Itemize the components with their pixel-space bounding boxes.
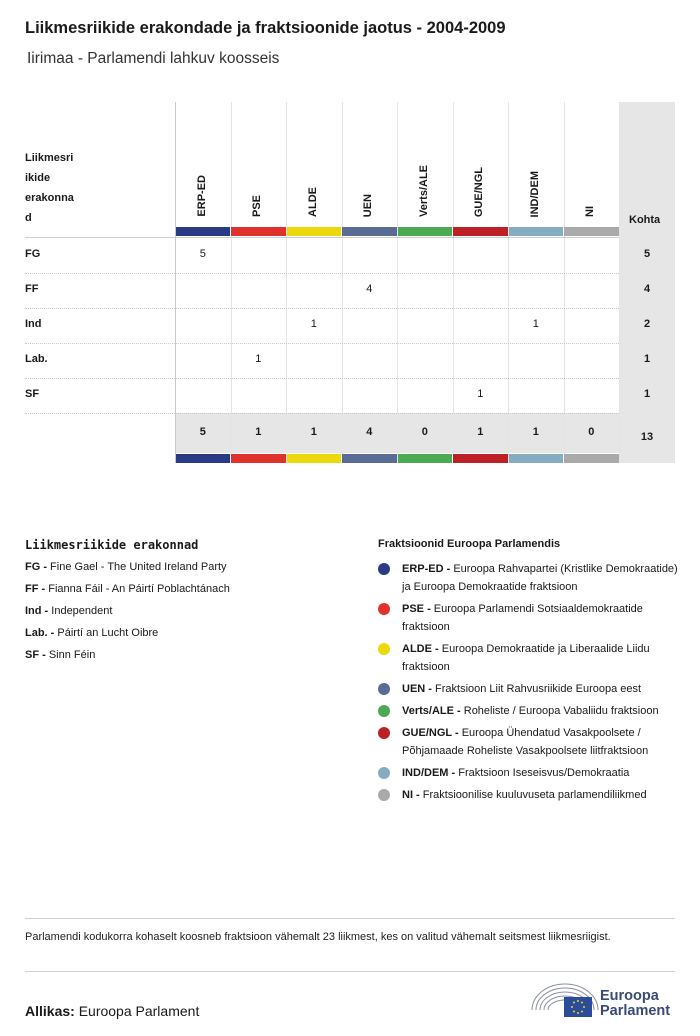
group-legend-item — [378, 786, 678, 804]
group-name: Roheliste / Euroopa Vabaliidu fraktsioon — [460, 705, 659, 717]
group-name: Euroopa Demokraatide ja Liberaalide Liidu fraktsioon — [402, 643, 650, 673]
table-cell: 1 — [255, 353, 262, 365]
group-name: Euroopa Ühendatud Vasakpoolsete / Põhjamaade Roheliste Vasakpoolsete liitfraktsioon — [402, 727, 649, 757]
divider — [25, 918, 675, 919]
column-total: 1 — [255, 426, 262, 438]
group-abbr: UEN - — [402, 683, 432, 695]
column-total: 1 — [532, 426, 539, 438]
party-legend-item — [25, 605, 345, 627]
column-separator — [231, 102, 232, 463]
row-label: SF — [25, 388, 40, 400]
page-subtitle: Iirimaa - Parlamendi lahkuv koosseis — [27, 50, 280, 67]
group-header-ni: NI — [584, 206, 597, 217]
group-header-erp-ed: ERP-ED — [195, 175, 208, 217]
column-total: 1 — [310, 426, 317, 438]
column-total: 1 — [477, 426, 484, 438]
group-color-bar — [231, 454, 286, 463]
party-abbr: Lab. - — [25, 627, 55, 639]
color-dot-icon — [378, 643, 390, 655]
group-color-bar — [453, 454, 508, 463]
row-total: 1 — [643, 388, 651, 400]
row-total: 2 — [643, 318, 651, 330]
column-separator — [508, 102, 509, 463]
group-abbr: ALDE - — [402, 643, 439, 655]
party-legend-title: Liikmesriikide erakonnad — [25, 538, 199, 552]
party-abbr: FF - — [25, 583, 46, 595]
group-name: Fraktsioon Iseseisvus/Demokraatia — [455, 767, 630, 779]
row-total: 1 — [643, 353, 651, 365]
group-legend-item — [378, 764, 678, 782]
total-column-header: Kohta — [629, 214, 661, 226]
source-label: Allikas: — [25, 1003, 75, 1019]
color-dot-icon — [378, 683, 390, 695]
row-label: Lab. — [25, 353, 48, 365]
group-header-alde: ALDE — [306, 187, 319, 217]
group-name: Euroopa Rahvapartei (Kristlike Demokraatide) ja Euroopa Demokraatide fraktsioon — [402, 563, 678, 593]
party-legend — [25, 561, 345, 671]
distribution-table — [25, 102, 675, 464]
row-label: Ind — [25, 318, 42, 330]
column-total: 5 — [199, 426, 206, 438]
group-abbr: PSE - — [402, 603, 431, 615]
group-color-bar — [287, 227, 342, 236]
group-abbr: Verts/ALE - — [402, 705, 461, 717]
group-color-bar — [287, 454, 342, 463]
source-value: Euroopa Parlament — [78, 1003, 200, 1019]
group-color-bar — [453, 227, 508, 236]
party-abbr: Ind - — [25, 605, 49, 617]
table-cell: 4 — [366, 283, 373, 295]
group-header-uen: UEN — [362, 193, 375, 217]
party-abbr: SF - — [25, 649, 46, 661]
group-legend-item — [378, 640, 678, 676]
source-line — [25, 1003, 199, 1019]
group-legend-item — [378, 724, 678, 760]
row-divider — [25, 308, 619, 309]
group-legend-item — [378, 600, 678, 636]
group-legend-item — [378, 702, 678, 720]
party-legend-item — [25, 649, 345, 671]
group-color-bar — [509, 227, 564, 236]
group-abbr: IND/DEM - — [402, 767, 456, 779]
footnote: Parlamendi kodukorra kohaselt koosneb fraktsioon vähemalt 23 liikmest, kes on valitud vähemalt seitsmest liikmesriigist. — [25, 931, 611, 943]
row-total: 5 — [643, 248, 651, 260]
party-name: Independent — [48, 605, 113, 617]
logo-line-1: Euroopa — [600, 988, 659, 1004]
column-separator — [286, 102, 287, 463]
group-color-bar — [564, 454, 619, 463]
column-separator — [564, 102, 565, 463]
group-abbr: NI - — [402, 789, 420, 801]
party-name: Fine Gael - The United Ireland Party — [47, 561, 227, 573]
group-color-bar — [564, 227, 619, 236]
group-color-bar — [176, 227, 231, 236]
party-abbr: FG - — [25, 561, 47, 573]
color-dot-icon — [378, 603, 390, 615]
group-color-bar — [398, 454, 453, 463]
group-color-bar — [342, 227, 397, 236]
hemicycle-icon — [530, 980, 600, 1020]
row-label: FG — [25, 248, 41, 260]
group-legend — [378, 560, 678, 808]
table-cell: 1 — [532, 318, 539, 330]
row-label: FF — [25, 283, 39, 295]
color-dot-icon — [378, 705, 390, 717]
row-divider — [25, 343, 619, 344]
group-header-ind-dem: IND/DEM — [528, 170, 541, 217]
group-name: Fraktsioonilise kuuluvuseta parlamendiliikmed — [419, 789, 647, 801]
divider — [25, 971, 675, 972]
group-legend-item — [378, 680, 678, 698]
column-total: 0 — [588, 426, 595, 438]
group-abbr: ERP-ED - — [402, 563, 451, 575]
group-color-bar — [342, 454, 397, 463]
color-dot-icon — [378, 789, 390, 801]
color-dot-icon — [378, 563, 390, 575]
color-dot-icon — [378, 727, 390, 739]
table-cell: 1 — [477, 388, 484, 400]
column-separator — [175, 102, 176, 463]
group-abbr: GUE/NGL - — [402, 727, 459, 739]
party-column-header: Liikmesri ikide erakonna d — [25, 152, 74, 224]
row-divider — [25, 378, 619, 379]
party-legend-item — [25, 561, 345, 583]
row-divider — [25, 273, 619, 274]
group-name: Fraktsioon Liit Rahvusriikide Euroopa eest — [431, 683, 642, 695]
group-header-gue-ngl: GUE/NGL — [473, 166, 486, 217]
table-cell: 1 — [310, 318, 317, 330]
group-color-bar — [398, 227, 453, 236]
table-cell: 5 — [199, 248, 206, 260]
party-legend-item — [25, 627, 345, 649]
group-legend-title: Fraktsioonid Euroopa Parlamendis — [378, 538, 561, 550]
group-color-bar — [509, 454, 564, 463]
logo-line-2: Parlament — [600, 1003, 671, 1019]
column-total: 4 — [366, 426, 373, 438]
header-line — [25, 237, 619, 238]
party-name: Sinn Féin — [45, 649, 96, 661]
group-header-verts-ale: Verts/ALE — [417, 165, 430, 217]
party-name: Fianna Fáil - An Páirtí Poblachtánach — [45, 583, 230, 595]
group-header-pse: PSE — [251, 194, 264, 217]
party-name: Páirtí an Lucht Oibre — [54, 627, 159, 639]
group-legend-item — [378, 560, 678, 596]
group-color-bar — [231, 227, 286, 236]
grand-total: 13 — [640, 431, 654, 443]
column-separator — [397, 102, 398, 463]
group-name: Euroopa Parlamendi Sotsiaaldemokraatide fraktsioon — [402, 603, 643, 633]
row-total: 4 — [643, 283, 651, 295]
column-total: 0 — [421, 426, 428, 438]
party-legend-item — [25, 583, 345, 605]
color-dot-icon — [378, 767, 390, 779]
logo-text — [600, 989, 670, 1019]
group-color-bar — [176, 454, 231, 463]
row-divider — [25, 413, 619, 414]
column-separator — [453, 102, 454, 463]
page-title: Liikmesriikide erakondade ja fraktsioonide jaotus - 2004-2009 — [25, 19, 506, 37]
